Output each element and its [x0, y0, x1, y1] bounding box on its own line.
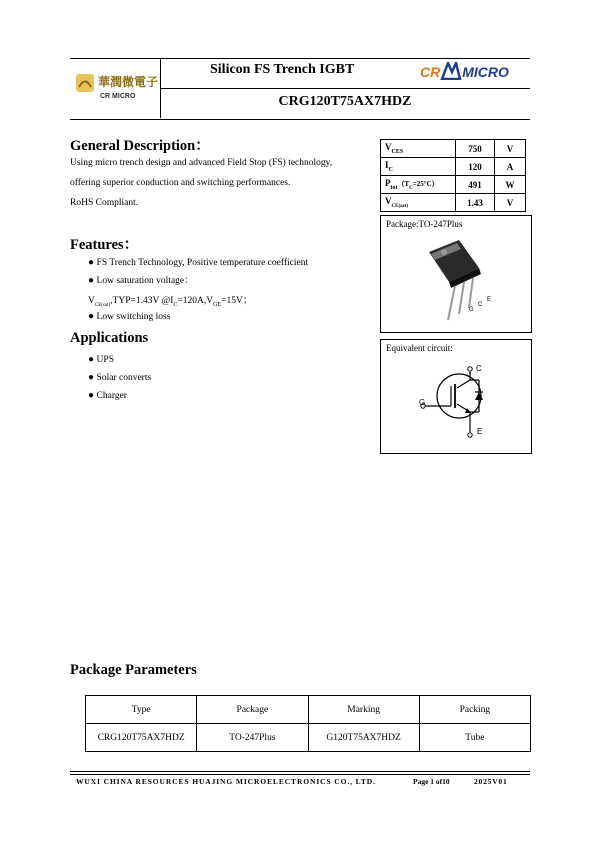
table-header-cell: Package	[197, 696, 308, 724]
footer-rule	[70, 771, 530, 775]
package-params-table	[85, 695, 531, 752]
vce-sat-spec: $V_{CE(sat)},TYP=1.43V$ $@I_C=120A,V_{GE}=15V$；	[88, 296, 253, 308]
spec-param: $V_{CES}$	[381, 140, 456, 158]
spec-value: 1.43	[456, 194, 495, 212]
spec-row	[381, 140, 526, 158]
spec-unit: V	[495, 140, 526, 158]
spec-value: 120	[456, 158, 495, 176]
table-row	[86, 724, 531, 752]
application-item: ● Solar converts	[88, 372, 152, 383]
spec-row	[381, 194, 526, 212]
circuit-e-label: E	[477, 427, 483, 436]
table-cell: Tube	[419, 724, 530, 752]
logo-mark-icon	[74, 72, 96, 94]
to247-package-icon	[421, 238, 501, 330]
equivalent-circuit-box	[380, 339, 532, 454]
pin-c-label: C	[478, 302, 483, 308]
doc-title: Silicon FS Trench IGBT	[210, 62, 355, 77]
table-header-cell: Marking	[308, 696, 419, 724]
spec-unit: V	[495, 194, 526, 212]
feature-item: ● Low saturation voltage：	[88, 275, 194, 286]
package-label: Package:TO-247Plus	[386, 219, 463, 229]
brand-m-icon	[440, 62, 462, 80]
pin-g-label: G	[469, 307, 474, 313]
part-number: CRG120T75AX7HDZ	[278, 94, 412, 109]
equivalent-label: Equivalent circuit:	[386, 343, 453, 353]
spec-value: 750	[456, 140, 495, 158]
footer-version: 2025V01	[474, 777, 508, 786]
spec-row	[381, 176, 526, 194]
spec-param: $V_{CE(sat)}$	[381, 194, 456, 212]
spec-unit: W	[495, 176, 526, 194]
logo-cn-text: 華潤微電子	[98, 75, 159, 89]
table-cell: CRG120T75AX7HDZ	[86, 724, 197, 752]
spec-unit: A	[495, 158, 526, 176]
general-line-2: offering superior conduction and switching performances.	[70, 178, 291, 188]
table-header-row	[86, 696, 531, 724]
brand-micro: MICRO	[462, 64, 509, 80]
crmicro-logo	[74, 70, 158, 106]
header-mid-line	[160, 88, 530, 89]
package-params-heading: Package Parameters	[70, 662, 197, 678]
general-line-3: RoHS Compliant.	[70, 198, 139, 208]
table-header-cell: Packing	[419, 696, 530, 724]
footer-page: Page 1 of10	[413, 777, 450, 786]
circuit-g-label: G	[419, 398, 426, 407]
table-cell: TO-247Plus	[197, 724, 308, 752]
general-heading: General Description：	[70, 138, 210, 154]
features-heading: Features：	[70, 237, 139, 253]
table-header-cell: Type	[86, 696, 197, 724]
pin-e-label: E	[487, 297, 492, 303]
application-item: ● Charger	[88, 390, 127, 401]
spec-value: 491	[456, 176, 495, 194]
feature-item: ● Low switching loss	[88, 311, 171, 322]
key-spec-table	[380, 139, 526, 212]
brand-logo	[420, 62, 509, 84]
spec-row	[381, 158, 526, 176]
brand-cr: CR	[420, 64, 441, 80]
circuit-c-label: C	[476, 364, 482, 373]
package-box	[380, 215, 532, 333]
logo-en-text: CR MICRO	[100, 93, 136, 100]
general-line-1: Using micro trench design and advanced Field Stop (FS) technology,	[70, 158, 333, 168]
application-item: ● UPS	[88, 354, 114, 365]
spec-param: $I_C$	[381, 158, 456, 176]
table-cell: G120T75AX7HDZ	[308, 724, 419, 752]
applications-heading: Applications	[70, 330, 149, 346]
spec-param: $P_{tot}(T_C=25^\circ C)$	[381, 176, 456, 194]
footer-company: WUXI CHINA RESOURCES HUAJING MICROELECTRONICS CO., LTD.	[76, 777, 376, 786]
feature-item: ● FS Trench Technology, Positive temperature coefficient	[88, 257, 309, 268]
